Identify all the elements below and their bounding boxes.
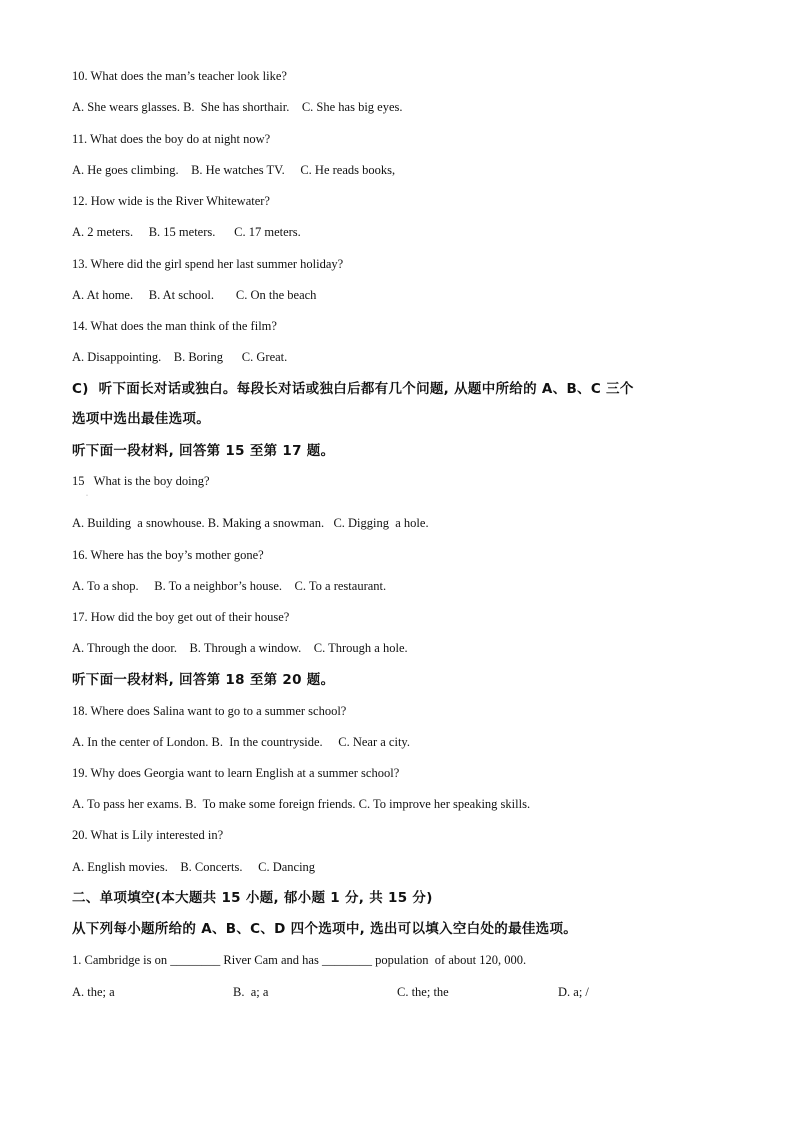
question-18-options: A. In the center of London. B. In the countryside. C. Near a city.	[72, 735, 410, 749]
section-c-instruction-cont: 选项中选出最佳选项。	[72, 411, 210, 427]
section-c-instruction: C) 听下面长对话或独白。每段长对话或独白后都有几个问题, 从题中所给的 A、B、C 三个	[72, 381, 634, 397]
question-20-options: A. English movies. B. Concerts. C. Dancing	[72, 860, 316, 874]
question-15-options: A. Building a snowhouse. B. Making a snowman. C. Digging a hole.	[72, 516, 429, 530]
mc-question-1-option-b: B. a; a	[233, 985, 269, 999]
mc-question-1: 1. Cambridge is on ________ River Cam and has ________ population of about 120, 000.	[72, 953, 527, 967]
mc-question-1-option-a: A. the; a	[72, 985, 115, 999]
material-instruction-15-17: 听下面一段材料, 回答第 15 至第 17 题。	[72, 443, 335, 459]
mc-question-1-option-c: C. the; the	[397, 985, 449, 999]
question-19-options: A. To pass her exams. B. To make some foreign friends. C. To improve her speaking skills.	[72, 797, 531, 811]
part-two-instruction: 从下列每小题所给的 A、B、C、D 四个选项中, 选出可以填入空白处的最佳选项。	[72, 921, 578, 937]
question-19: 19. Why does Georgia want to learn English at a summer school?	[72, 766, 400, 780]
question-12-options: A. 2 meters. B. 15 meters. C. 17 meters.	[72, 225, 301, 239]
question-13-options: A. At home. B. At school. C. On the beach	[72, 288, 317, 302]
question-20: 20. What is Lily interested in?	[72, 828, 224, 842]
question-17-options: A. Through the door. B. Through a window. C. Through a hole.	[72, 641, 408, 655]
part-two-title: 二、单项填空(本大题共 15 小题, 郁小题 1 分, 共 15 分)	[72, 890, 433, 906]
question-11: 11. What does the boy do at night now?	[72, 132, 271, 146]
question-11-options: A. He goes climbing. B. He watches TV. C. He reads books,	[72, 163, 396, 177]
question-10-options: A. She wears glasses. B. She has shorthair. C. She has big eyes.	[72, 100, 403, 114]
mc-question-1-option-d: D. a; /	[558, 985, 589, 999]
question-12: 12. How wide is the River Whitewater?	[72, 194, 270, 208]
question-17: 17. How did the boy get out of their house?	[72, 610, 290, 624]
question-18: 18. Where does Salina want to go to a summer school?	[72, 704, 347, 718]
question-16: 16. Where has the boy’s mother gone?	[72, 548, 264, 562]
question-14-options: A. Disappointing. B. Boring C. Great.	[72, 350, 288, 364]
question-16-options: A. To a shop. B. To a neighbor’s house. C. To a restaurant.	[72, 579, 387, 593]
question-15: 15 What is the boy doing?	[72, 474, 210, 488]
material-instruction-18-20: 听下面一段材料, 回答第 18 至第 20 题。	[72, 672, 335, 688]
question-10: 10. What does the man’s teacher look like?	[72, 69, 287, 83]
stray-mark: ·	[86, 493, 88, 499]
question-14: 14. What does the man think of the film?	[72, 319, 277, 333]
question-13: 13. Where did the girl spend her last summer holiday?	[72, 257, 344, 271]
